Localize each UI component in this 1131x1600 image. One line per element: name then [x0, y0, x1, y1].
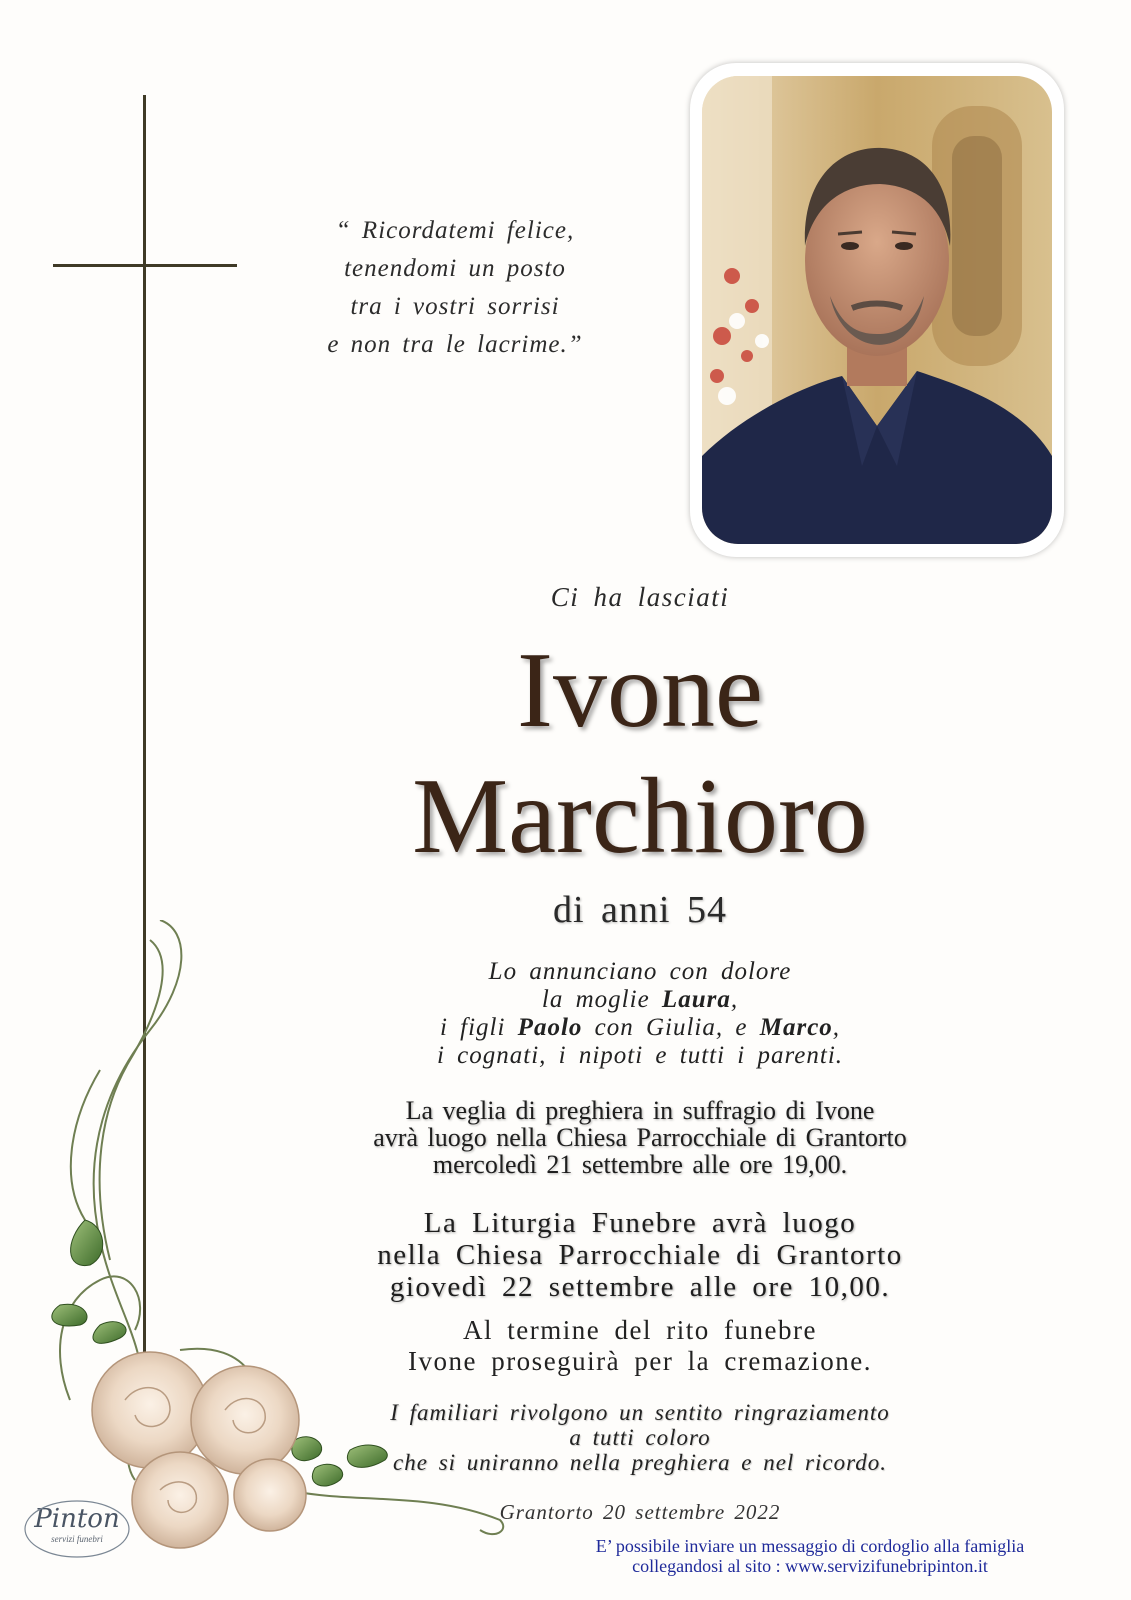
deceased-last-name: Marchioro	[412, 757, 868, 876]
vigil-notice	[300, 1097, 980, 1178]
funeral-line: giovedì 22 settembre alle ore 10,00.	[389, 1271, 891, 1303]
funeral-notice	[300, 1207, 980, 1303]
announcement-line	[300, 1014, 980, 1042]
funeral-line: La Liturgia Funebre avrà luogo	[423, 1207, 857, 1239]
announcement-text: i figli	[439, 1014, 518, 1041]
thanks-line: I familiari rivolgono un sentito ringraziamento	[390, 1400, 890, 1425]
quote-line: “ Ricordatemi felice,	[335, 217, 575, 244]
cross-horizontal-bar	[53, 264, 237, 267]
logo-name: Pinton	[34, 1504, 120, 1534]
cremation-notice	[300, 1315, 980, 1377]
vigil-line: avrà luogo nella Chiesa Parrocchiale di Grantorto	[373, 1123, 907, 1152]
thanks-line: a tutti coloro	[569, 1425, 711, 1450]
thanks-line: che si uniranno nella preghiera e nel ricordo.	[393, 1450, 887, 1475]
funeral-line: nella Chiesa Parrocchiale di Grantorto	[377, 1239, 903, 1271]
announcement-line: Lo annunciano con dolore	[488, 958, 792, 985]
announcement-text: ,	[832, 1014, 841, 1041]
portrait-photo	[702, 76, 1052, 544]
cremation-line: Al termine del rito funebre	[463, 1315, 817, 1345]
announcement-text: ,	[730, 986, 739, 1013]
condolence-contact	[510, 1536, 1110, 1576]
cremation-line: Ivone proseguirà per la cremazione.	[407, 1346, 873, 1376]
quote-line: tenendomi un posto	[344, 255, 566, 282]
deceased-first-name: Ivone	[517, 631, 763, 750]
deceased-age: di anni 54	[553, 889, 727, 931]
child-name: Marco	[759, 1014, 833, 1041]
announcement-text: con Giulia, e	[582, 1014, 760, 1041]
announcement-line	[300, 986, 980, 1014]
quote-line: tra i vostri sorrisi	[350, 293, 560, 320]
intro-text: Ci ha lasciati	[550, 582, 730, 612]
vigil-line: mercoledì 21 settembre alle ore 19,00.	[432, 1150, 848, 1179]
thanks-note	[300, 1400, 980, 1475]
pinton-logo	[22, 1498, 132, 1560]
contact-link[interactable]: collegandosi al sito : www.servizifunebripinton.it	[632, 1556, 988, 1576]
family-announcement	[300, 958, 980, 1070]
announcement-text: la moglie	[541, 986, 662, 1013]
vigil-line: La veglia di preghiera in suffragio di Ivone	[405, 1096, 875, 1125]
logo-subtitle: servizi funebri	[51, 1534, 103, 1544]
memorial-quote	[280, 212, 630, 364]
place-and-date: Grantorto 20 settembre 2022	[499, 1500, 781, 1524]
child-name: Paolo	[517, 1014, 583, 1041]
quote-line: e non tra le lacrime.”	[327, 331, 583, 358]
wife-name: Laura	[661, 986, 731, 1013]
contact-line: E’ possibile inviare un messaggio di cordoglio alla famiglia	[595, 1536, 1025, 1556]
announcement-line: i cognati, i nipoti e tutti i parenti.	[436, 1042, 844, 1069]
